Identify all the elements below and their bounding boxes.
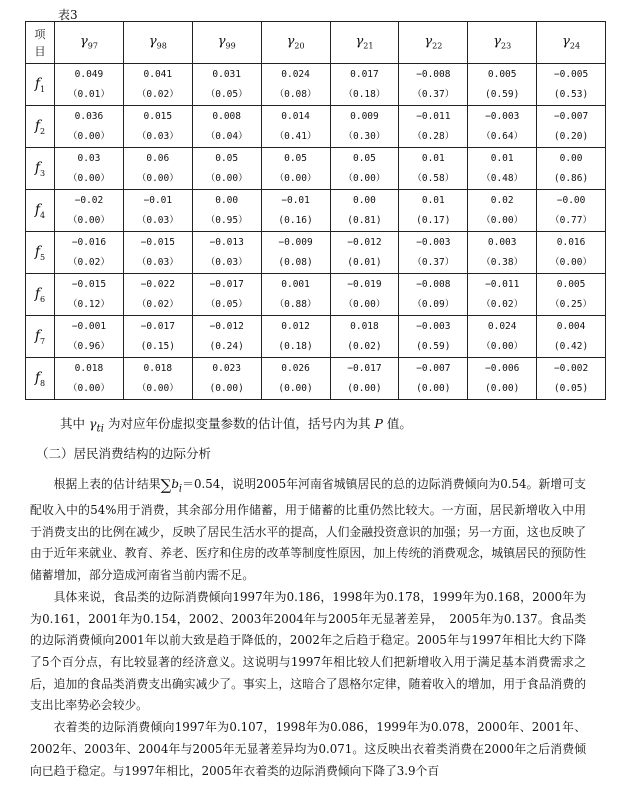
- estimate-value: 0.02: [490, 194, 514, 206]
- estimate-value: −0.015: [140, 236, 175, 248]
- estimate-value: 0.024: [281, 68, 310, 80]
- table-cell: [468, 190, 537, 232]
- table-cell: [123, 316, 192, 358]
- estimate-value: 0.012: [281, 320, 310, 332]
- table-cell: [330, 148, 399, 190]
- row-header: $f_2$: [26, 106, 55, 148]
- note-post: 值。: [382, 416, 412, 431]
- row-header: $f_6$: [26, 274, 55, 316]
- table-row: [26, 358, 606, 400]
- estimate-value: 0.00: [559, 152, 583, 164]
- estimate-value: 0.026: [281, 362, 310, 374]
- p-value: （0.02）: [136, 88, 179, 100]
- row-header: $f_8$: [26, 358, 55, 400]
- table-cell: [399, 190, 468, 232]
- column-header: $\gamma_{20}$: [261, 22, 330, 64]
- estimate-value: 0.03: [77, 152, 101, 164]
- paragraph-2: 具体来说，食品类的边际消费倾向1997年为0.186，1998年为0.178，1999年为0.168，2000年为为0.161，2001年为0.154，2002、2003年2004年与2005年无显著差异， 2005年为0.137。食品类的边际消费倾向2001年以前大致是趋于降低的，2002年之后趋于稳定。2005年与1997年相比大约下降了5个百分点，有比较显著的经济意义。这说明与1997年相比较人们把新增收入用于满足基本消费需求之后，追加的食品类消费支出确实减少了。事实上，这暗合了恩格尔定律，随着收入的增加，用于食品消费的支出比率势必会较少。: [30, 589, 586, 713]
- estimate-value: −0.016: [71, 236, 107, 248]
- table-body: [26, 64, 606, 400]
- estimates-table: [25, 21, 606, 400]
- table-caption: 表3: [58, 8, 78, 22]
- estimate-value: −0.008: [416, 68, 451, 80]
- table-cell: [123, 64, 192, 106]
- estimate-value: 0.005: [487, 68, 517, 80]
- estimate-value: −0.005: [553, 68, 589, 80]
- p-value: （0.00）: [550, 256, 592, 268]
- table-cell: [192, 190, 261, 232]
- table-cell: [55, 190, 124, 232]
- estimate-value: 0.036: [74, 110, 104, 122]
- table-cell: [330, 232, 399, 274]
- table-cell: [55, 148, 124, 190]
- note-mid: 为对应年份虚拟变量参数的估计值，括号内为其: [103, 416, 375, 431]
- table-cell: [261, 106, 330, 148]
- p-value: (0.05): [553, 382, 589, 394]
- corner-char-2: 目: [34, 44, 46, 58]
- table-cell: [261, 148, 330, 190]
- table-cell: [330, 358, 399, 400]
- p-value: （0.01）: [67, 88, 110, 100]
- table-cell: [261, 358, 330, 400]
- p-value: (0.59): [485, 88, 520, 100]
- table-cell: [55, 232, 124, 274]
- estimate-value: 0.014: [281, 110, 310, 122]
- table-cell: [399, 274, 468, 316]
- table-header-row: [26, 22, 606, 64]
- paragraph-3: 衣着类的边际消费倾向1997年为0.107，1998年为0.086，1999年为0.078，2000年、2001年、2002年、2003年、2004年与2005年无显著差异均为0.071。这反映出衣着类消费在2000年之后消费倾向已趋于稳定。与1997年相比，2005年衣着类的边际消费倾向下降了3.9个百: [30, 720, 586, 778]
- table-cell: [468, 148, 537, 190]
- p-value: （0.03）: [136, 214, 179, 226]
- table-cell: [468, 106, 537, 148]
- table-cell: [399, 148, 468, 190]
- estimate-value: 0.017: [350, 68, 379, 80]
- table-cell: [261, 274, 330, 316]
- table-cell: [261, 232, 330, 274]
- p-value: （0.05）: [205, 298, 248, 310]
- estimate-value: −0.008: [416, 278, 451, 290]
- estimate-value: 0.01: [421, 152, 445, 164]
- p-value: （0.00）: [343, 298, 386, 310]
- table-cell: [55, 358, 124, 400]
- p-value: （0.04）: [205, 130, 248, 142]
- column-header: $\gamma_{23}$: [468, 22, 537, 64]
- table-cell: [192, 358, 261, 400]
- estimate-value: −0.015: [71, 278, 107, 290]
- p-value: (0.00): [209, 382, 244, 394]
- column-header: $\gamma_{24}$: [537, 22, 606, 64]
- table-cell: [123, 358, 192, 400]
- estimate-value: 0.01: [421, 194, 445, 206]
- p-value: (0.81): [347, 214, 382, 226]
- table-cell: [192, 106, 261, 148]
- table-row: [26, 316, 606, 358]
- estimate-value: −0.017: [140, 320, 175, 332]
- estimate-value: −0.002: [553, 362, 589, 374]
- p-value: (0.18): [278, 340, 313, 352]
- table-cell: [123, 106, 192, 148]
- p-value: （0.00）: [67, 382, 110, 394]
- estimate-value: −0.017: [347, 362, 382, 374]
- table-cell: [468, 232, 537, 274]
- table-cell: [330, 106, 399, 148]
- body-text: [30, 474, 586, 782]
- estimate-value: −0.01: [281, 194, 310, 206]
- paragraph-1: 根据上表的估计结果$\sum b_i=0.54$，说明2005年河南省城镇居民的总的边际消费倾向为0.54。新增可支配收入中的54%用于消费，其余部分用作储蓄，用于储蓄的比重仍然比较大。一方面，居民新增收入中用于消费支出的比例在减少，反映了居民生活水平的提高，人们金融投资意识的加强；另一方面，这也反映了由于近年来就业、教育、养老、医疗和住房的改革等制度性原因，加上传统的消费观念，城镇居民的预防性储蓄增加，部分造成河南省当前内需不足。: [30, 476, 586, 583]
- p-value: （0.02）: [136, 298, 179, 310]
- p-value: （0.37）: [412, 256, 455, 268]
- estimate-value: −0.007: [553, 110, 589, 122]
- row-header: $f_1$: [26, 64, 55, 106]
- table-row: [26, 274, 606, 316]
- estimate-value: 0.00: [215, 194, 239, 206]
- table-cell: [537, 232, 606, 274]
- p-value: （0.95）: [205, 214, 248, 226]
- estimate-value: −0.00: [556, 194, 586, 206]
- table-cell: [330, 274, 399, 316]
- p-value: （0.00）: [136, 172, 179, 184]
- p-value: (0.53): [553, 88, 589, 100]
- p-value: (0.16): [278, 214, 313, 226]
- table-cell: [537, 64, 606, 106]
- table-cell: [330, 190, 399, 232]
- table-row: [26, 232, 606, 274]
- estimate-value: −0.02: [74, 194, 104, 206]
- p-value: （0.00）: [481, 214, 524, 226]
- estimate-value: 0.018: [350, 320, 379, 332]
- estimate-value: −0.007: [416, 362, 451, 374]
- estimate-value: 0.004: [556, 320, 586, 332]
- p-value: （0.03）: [205, 256, 248, 268]
- estimate-value: 0.041: [143, 68, 173, 80]
- p-value: （0.00）: [481, 340, 524, 352]
- estimate-value: −0.012: [209, 320, 244, 332]
- row-header: $f_5$: [26, 232, 55, 274]
- table-cell: [123, 148, 192, 190]
- table-cell: [537, 148, 606, 190]
- note-gamma: $\gamma_{ti}$: [88, 416, 104, 435]
- table-cell: [537, 106, 606, 148]
- estimate-value: 0.009: [350, 110, 379, 122]
- note-pre: 其中: [60, 416, 89, 431]
- estimate-value: 0.05: [352, 152, 376, 164]
- estimate-value: 0.016: [556, 236, 586, 248]
- row-header: $f_4$: [26, 190, 55, 232]
- p-value: （0.12）: [67, 298, 110, 310]
- table-cell: [123, 190, 192, 232]
- table-cell: [399, 232, 468, 274]
- p-value: (0.00): [485, 382, 520, 394]
- p-value: （0.00）: [67, 130, 110, 142]
- estimate-value: 0.008: [212, 110, 241, 122]
- p-value: （0.38）: [481, 256, 524, 268]
- estimate-value: 0.015: [143, 110, 173, 122]
- table-cell: [55, 64, 124, 106]
- p-value: （0.64）: [481, 130, 524, 142]
- p-value: (0.15): [140, 340, 175, 352]
- column-header: $\gamma_{99}$: [192, 22, 261, 64]
- b-variable: $b_i$: [171, 477, 183, 495]
- table-cell: [55, 274, 124, 316]
- column-header: $\gamma_{21}$: [330, 22, 399, 64]
- p-value: （0.28）: [412, 130, 455, 142]
- table-cell: [330, 64, 399, 106]
- table-cell: [123, 274, 192, 316]
- p-value: （0.00）: [205, 172, 248, 184]
- table-cell: [330, 316, 399, 358]
- table-cell: [55, 316, 124, 358]
- estimate-value: −0.011: [416, 110, 451, 122]
- table-cell: [192, 148, 261, 190]
- estimate-value: 0.05: [284, 152, 307, 164]
- estimate-value: 0.018: [143, 362, 173, 374]
- table-cell: [468, 316, 537, 358]
- estimate-value: −0.006: [485, 362, 520, 374]
- table-cell: [399, 358, 468, 400]
- estimate-value: −0.01: [143, 194, 173, 206]
- estimate-value: −0.003: [485, 110, 520, 122]
- estimate-value: 0.005: [556, 278, 586, 290]
- estimate-value: 0.01: [490, 152, 514, 164]
- note-p: P: [374, 416, 383, 431]
- p-value: （0.00）: [67, 172, 110, 184]
- estimate-value: 0.00: [352, 194, 376, 206]
- table-cell: [468, 64, 537, 106]
- estimate-value: −0.017: [209, 278, 244, 290]
- p-value: (0.24): [209, 340, 244, 352]
- estimate-value: −0.001: [71, 320, 107, 332]
- p-value: （0.02）: [481, 298, 524, 310]
- table-cell: [399, 106, 468, 148]
- p-value: (0.20): [553, 130, 589, 142]
- p-value: （0.00）: [136, 382, 179, 394]
- p-value: （0.08）: [274, 88, 317, 100]
- p-value: （0.41）: [274, 130, 317, 142]
- p-value: （0.88）: [274, 298, 317, 310]
- section-title: （二）居民消费结构的边际分析: [36, 446, 212, 461]
- table-cell: [537, 358, 606, 400]
- p-value: (0.17): [416, 214, 451, 226]
- estimate-value: −0.022: [140, 278, 175, 290]
- p-value: （0.00）: [343, 172, 386, 184]
- column-header: $\gamma_{22}$: [399, 22, 468, 64]
- estimate-value: 0.06: [146, 152, 170, 164]
- estimate-value: 0.001: [281, 278, 310, 290]
- table-cell: [468, 274, 537, 316]
- estimate-value: −0.012: [347, 236, 382, 248]
- estimate-value: −0.009: [278, 236, 313, 248]
- p-value: （0.30）: [343, 130, 386, 142]
- p-value: （0.00）: [274, 172, 317, 184]
- table-cell: [537, 316, 606, 358]
- p-value: （0.48）: [481, 172, 524, 184]
- table-cell: [537, 190, 606, 232]
- p-value: （0.37）: [412, 88, 455, 100]
- p-value: （0.03）: [136, 256, 179, 268]
- p-value: (0.86): [553, 172, 589, 184]
- table-cell: [55, 106, 124, 148]
- row-header: $f_3$: [26, 148, 55, 190]
- estimate-value: −0.011: [485, 278, 520, 290]
- p-value: (0.59): [416, 340, 451, 352]
- table-cell: [261, 190, 330, 232]
- row-header: $f_7$: [26, 316, 55, 358]
- table-cell: [399, 64, 468, 106]
- estimate-value: −0.003: [416, 320, 451, 332]
- estimate-value: 0.024: [487, 320, 517, 332]
- estimate-value: 0.031: [212, 68, 241, 80]
- corner-header: [26, 22, 55, 64]
- table-row: [26, 106, 606, 148]
- estimate-value: 0.049: [74, 68, 104, 80]
- p-value: (0.42): [553, 340, 589, 352]
- table-cell: [537, 274, 606, 316]
- corner-char-1: 项: [34, 27, 46, 41]
- p-value: （0.18）: [343, 88, 386, 100]
- p-value: （0.77）: [550, 214, 592, 226]
- p-value: （0.25）: [550, 298, 592, 310]
- table-row: [26, 64, 606, 106]
- estimate-value: 0.05: [215, 152, 239, 164]
- p-value: (0.01): [347, 256, 382, 268]
- table-cell: [192, 232, 261, 274]
- estimate-value: 0.003: [487, 236, 517, 248]
- table-row: [26, 148, 606, 190]
- p-value: （0.58）: [412, 172, 455, 184]
- table-cell: [123, 232, 192, 274]
- estimate-value: 0.023: [212, 362, 241, 374]
- p-value: （0.00）: [67, 214, 110, 226]
- p-value: （0.96）: [67, 340, 110, 352]
- sum-symbol: ∑: [160, 476, 172, 494]
- p-value: (0.08): [278, 256, 313, 268]
- table-cell: [192, 64, 261, 106]
- table-cell: [192, 274, 261, 316]
- table-cell: [399, 316, 468, 358]
- p-value: (0.00): [347, 382, 382, 394]
- estimate-value: 0.018: [74, 362, 104, 374]
- p-value: （0.03）: [136, 130, 179, 142]
- table-row: [26, 190, 606, 232]
- table-cell: [261, 64, 330, 106]
- table-note: [60, 414, 412, 435]
- column-header: $\gamma_{98}$: [123, 22, 192, 64]
- table-cell: [261, 316, 330, 358]
- estimate-value: −0.019: [347, 278, 382, 290]
- table-cell: [192, 316, 261, 358]
- table-cell: [468, 358, 537, 400]
- p-value: (0.00): [278, 382, 313, 394]
- estimate-value: −0.003: [416, 236, 451, 248]
- p-value: (0.02): [347, 340, 382, 352]
- p-value: (0.00): [416, 382, 451, 394]
- column-header: $\gamma_{97}$: [55, 22, 124, 64]
- estimate-value: −0.013: [209, 236, 244, 248]
- p-value: （0.09）: [412, 298, 455, 310]
- p-value: （0.05）: [205, 88, 248, 100]
- p-value: （0.02）: [67, 256, 110, 268]
